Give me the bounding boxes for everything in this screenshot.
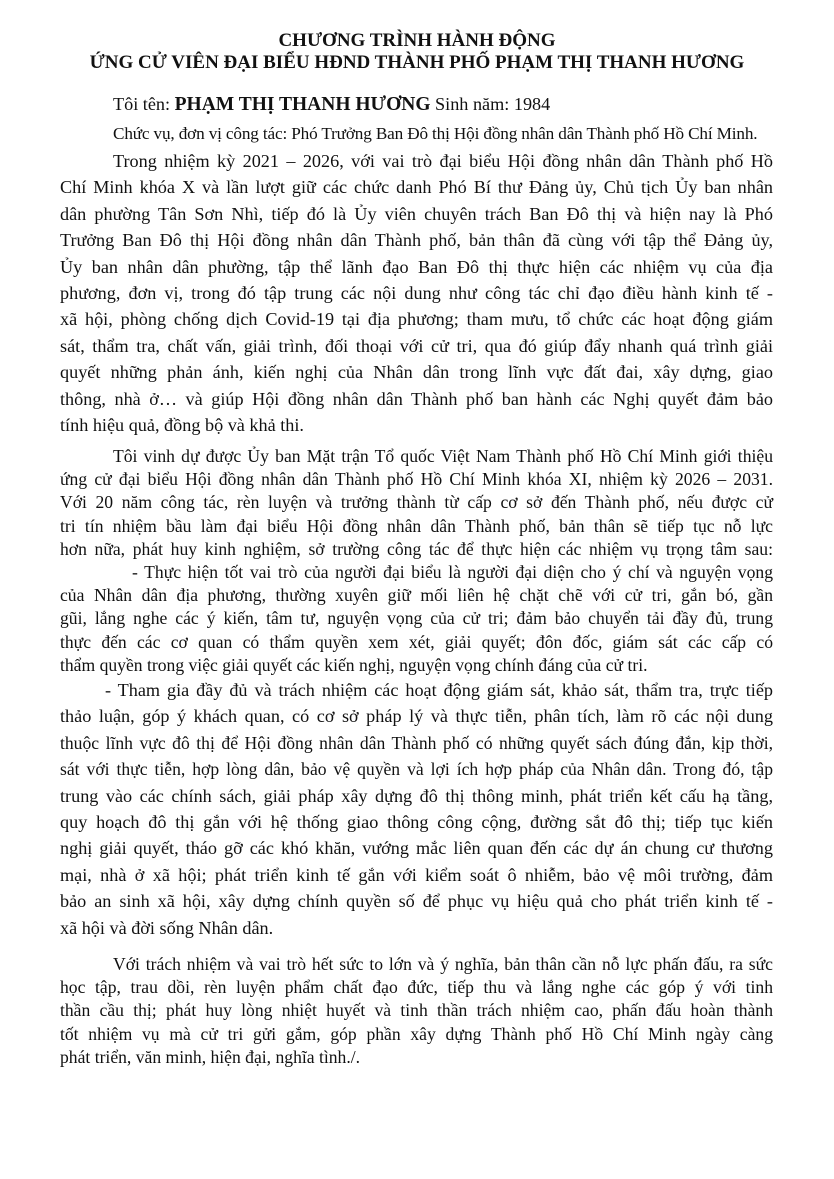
paragraph-term-achievements <box>60 148 773 438</box>
text-line: thẩm quyền trong việc giải quyết các kiến nghị, nguyện vọng chính đáng của cử tri. <box>60 654 648 675</box>
text-line: tri tín nhiệm bầu làm đại biểu Hội đồng nhân dân Thành phố, bản thân sẽ tiếp tục nỗ lực <box>60 515 773 536</box>
text-line: tốt nhiệm vụ mà cử tri gửi gắm, góp phần xây dựng Thành phố Hồ Chí Minh ngày càng <box>60 1023 773 1044</box>
text-line: trung vào các chính sách, giải pháp xây dựng đô thị thông minh, phát triển kết cấu hạ tầng, <box>60 785 773 806</box>
paragraph-task-supervision <box>60 677 773 941</box>
text-line: Với 20 năm công tác, rèn luyện và trưởng thành từ cấp cơ sở đến Thành phố, nếu được cử <box>60 492 773 513</box>
text-line: gũi, lắng nghe các ý kiến, tâm tư, nguyện vọng của cử tri; đảm bảo chuyển tải đầy đủ, trung <box>60 608 773 629</box>
text-line: mại, nhà ở xã hội; phát triển kinh tế gắn với kiểm soát ô nhiễm, bảo vệ môi trường, đảm <box>60 864 773 885</box>
text-line: phương, đơn vị, trong đó tập trung các nội dung như công tác chỉ đạo điều hành kinh tế - <box>60 283 773 304</box>
text-line: thuộc lĩnh vực đô thị để Hội đồng nhân dân Thành phố có những quyết sách đúng đắn, kịp thời, <box>60 732 773 753</box>
text-line: thảo luận, góp ý khách quan, có cơ sở pháp lý và thực tiễn, phân tích, làm rõ các nội dung <box>60 706 773 727</box>
text-line: Trưởng Ban Đô thị Hội đồng nhân dân Thành phố, bản thân đã cùng với tập thể Đảng ủy, <box>60 230 773 251</box>
text-line: - Tham gia đầy đủ và trách nhiệm các hoạt động giám sát, khảo sát, thẩm tra, trực tiếp <box>105 680 773 700</box>
text-line: học tập, trau dồi, rèn luyện phẩm chất đạo đức, tiếp thu và lắng nghe các góp ý với tinh <box>60 977 773 998</box>
text-line: phát triển, văn minh, hiện đại, nghĩa tình./. <box>60 1046 361 1067</box>
text-line: hơn nữa, phát huy kinh nghiệm, sở trường công tác để thực hiện các nhiệm vụ trọng tâm sau: <box>60 538 773 559</box>
text-line: thực đến các cơ quan có thẩm quyền xem xét, giải quyết; đôn đốc, giám sát các cấp có <box>60 631 773 652</box>
text-line: sát, thẩm tra, chất vấn, giải trình, đối thoại với cử tri, qua đó giúp đẩy nhanh quá trình giải <box>60 335 773 356</box>
text-line: tính hiệu quả, đồng bộ và khả thi. <box>60 415 304 436</box>
text-line: thông, nhà ở… và giúp Hội đồng nhân dân Thành phố ban hành các Nghị quyết đảm bảo <box>60 388 773 409</box>
text-line: xã hội, phòng chống dịch Covid-19 tại địa phương; tham mưu, tổ chức các hoạt động giám <box>60 309 773 330</box>
candidate-name: PHẠM THỊ THANH HƯƠNG <box>174 94 431 115</box>
text-line: dân phường Tân Sơn Nhì, tiếp đó là Ủy viên chuyên trách Ban Đô thị và hiện nay là Phó <box>60 203 773 224</box>
text-line: xã hội và đời sống Nhân dân. <box>60 917 274 938</box>
text-line: ứng cử đại biểu Hội đồng nhân dân Thành phố Hồ Chí Minh khóa XI, nhiệm kỳ 2026 – 2031. <box>60 469 773 490</box>
text-line: thần cầu thị; phát huy lòng nhiệt huyết và tinh thần trách nhiệm cao, phấn đấu hoàn thành <box>60 1000 773 1021</box>
text-line: quyết những phản ánh, kiến nghị của Nhân dân trong lĩnh vực đất đai, xây dựng, giao <box>60 362 773 383</box>
paragraph-task-representation <box>60 561 773 677</box>
text-line: Ủy ban nhân dân phường, tập thể lãnh đạo Ban Đô thị thực hiện các nhiệm vụ của địa <box>60 256 773 277</box>
text-line: nghị giải quyết, tháo gỡ các khó khăn, vướng mắc liên quan đến các dự án chung cư thương <box>60 838 773 859</box>
text-line: sát với thực tiễn, hợp lòng dân, bảo vệ quyền và lợi ích hợp pháp của Nhân dân. Trong đó, tập <box>60 759 773 780</box>
candidate-position: Chức vụ, đơn vị công tác: Phó Trưởng Ban Đô thị Hội đồng nhân dân Thành phố Hồ Chí Minh. <box>113 124 758 143</box>
text-line: bảo an sinh xã hội, xây dựng chính quyền số để phục vụ hiệu quả cho phát triển kinh tế - <box>60 891 773 912</box>
document-subtitle: ỨNG CỬ VIÊN ĐẠI BIỂU HĐND THÀNH PHỐ PHẠM THỊ THANH HƯƠNG <box>89 52 745 73</box>
text-line: Trong nhiệm kỳ 2021 – 2026, với vai trò đại biểu Hội đồng nhân dân Thành phố Hồ <box>113 151 773 171</box>
text-line: Chí Minh khóa X và lần lượt giữ các chức danh Phó Bí thư Đảng ủy, Chủ tịch Ủy ban nhân <box>60 177 773 198</box>
paragraph-nomination <box>60 445 773 561</box>
birth-year: Sinh năm: 1984 <box>430 94 551 114</box>
name-prefix: Tôi tên: <box>113 94 175 114</box>
text-line: của Nhân dân địa phương, thường xuyên giữ mối liên hệ chặt chẽ với cử tri, gắn bó, gần <box>60 585 773 606</box>
text-line: - Thực hiện tốt vai trò của người đại biểu là người đại diện cho ý chí và nguyện vọng <box>132 562 773 582</box>
candidate-name-line <box>113 92 550 117</box>
text-line: quy hoạch đô thị gắn với hệ thống giao thông công cộng, đường sắt đô thị; tiếp tục kiến <box>60 812 773 833</box>
text-line: Tôi vinh dự được Ủy ban Mặt trận Tổ quốc Việt Nam Thành phố Hồ Chí Minh giới thiệu <box>113 446 773 466</box>
text-line: Với trách nhiệm và vai trò hết sức to lớn và ý nghĩa, bản thân cần nỗ lực phấn đấu, ra sức <box>113 954 773 974</box>
document-title: CHƯƠNG TRÌNH HÀNH ĐỘNG <box>278 30 556 51</box>
paragraph-commitment <box>60 953 773 1069</box>
